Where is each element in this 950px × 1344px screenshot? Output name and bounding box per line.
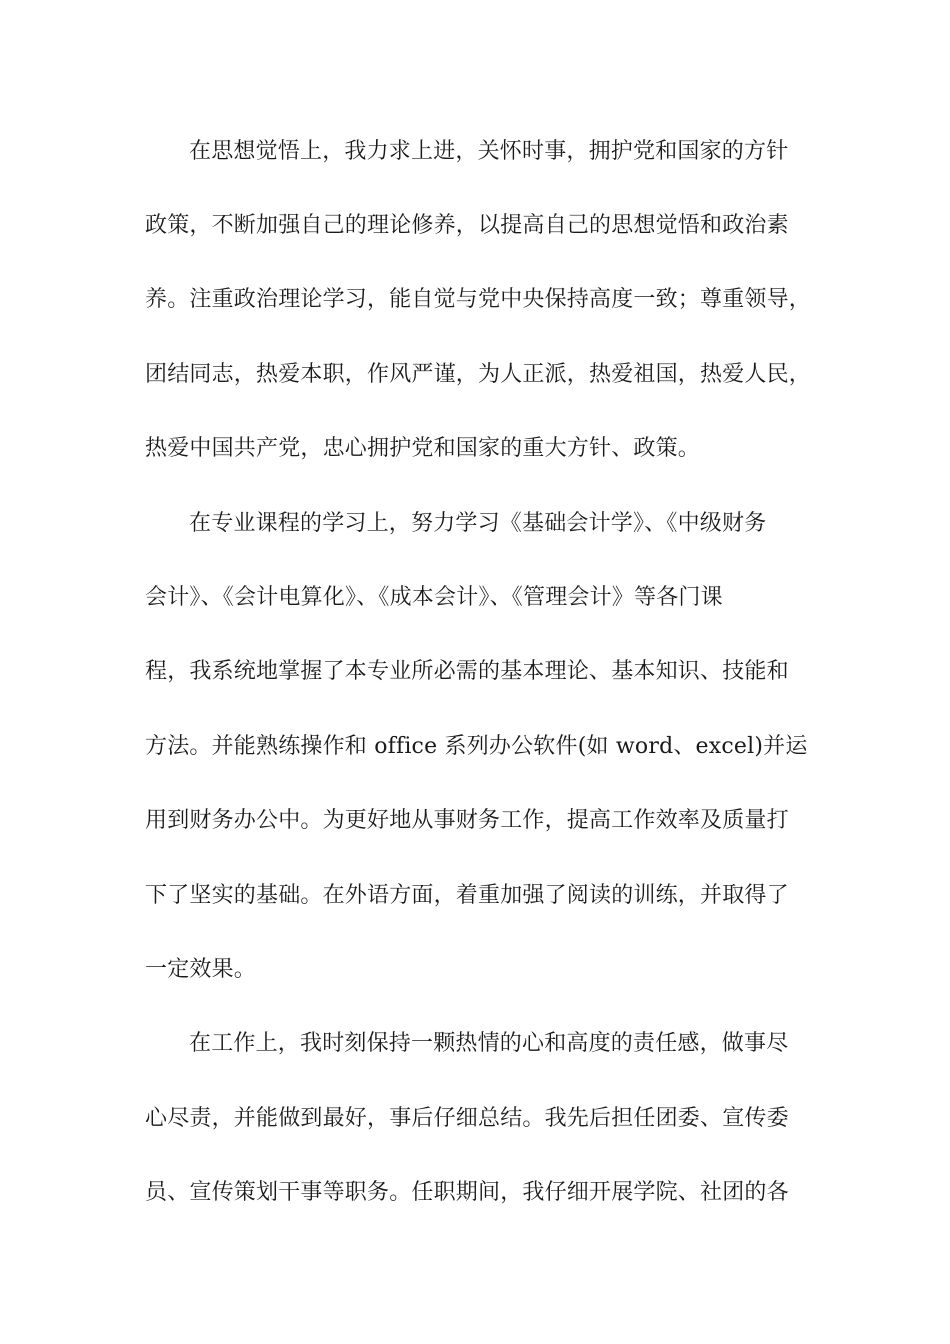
paragraph-1-line-5: 热爱中国共产党，忠心拥护党和国家的重大方针、政策。	[145, 436, 701, 461]
paragraph-3-line-2: 心尽责，并能做到最好，事后仔细总结。我先后担任团委、宣传委	[145, 1106, 789, 1131]
paragraph-1-line-1: 在思想觉悟上，我力求上进，关怀时事，拥护党和国家的方针	[189, 139, 789, 164]
paragraph-2-line-2: 会计》、《会计电算化》、《成本会计》、《管理会计》等各门课	[145, 585, 723, 610]
paragraph-3-line-1: 在工作上，我时刻保持一颗热情的心和高度的责任感，做事尽	[189, 1031, 789, 1056]
paragraph-1-line-3: 养。注重政治理论学习，能自觉与党中央保持高度一致；尊重领导，	[145, 287, 812, 312]
paragraph-2-line-4: 方法。并能熟练操作和 office 系列办公软件(如 word、excel)并运	[145, 734, 808, 759]
paragraph-1-line-2: 政策，不断加强自己的理论修养，以提高自己的思想觉悟和政治素	[145, 213, 789, 238]
paragraph-3-line-3: 员、宣传策划干事等职务。任职期间，我仔细开展学院、社团的各	[145, 1180, 789, 1205]
paragraph-2-line-3: 程，我系统地掌握了本专业所必需的基本理论、基本知识、技能和	[145, 659, 789, 684]
paragraph-2-line-7: 一定效果。	[145, 957, 257, 982]
paragraph-2-line-1: 在专业课程的学习上，努力学习《基础会计学》、《中级财务	[189, 511, 767, 536]
paragraph-1-line-4: 团结同志，热爱本职，作风严谨，为人正派，热爱祖国，热爱人民，	[145, 362, 812, 387]
paragraph-2-line-6: 下了坚实的基础。在外语方面，着重加强了阅读的训练，并取得了	[145, 883, 789, 908]
paragraph-2-line-5: 用到财务办公中。为更好地从事财务工作，提高工作效率及质量打	[145, 808, 789, 833]
